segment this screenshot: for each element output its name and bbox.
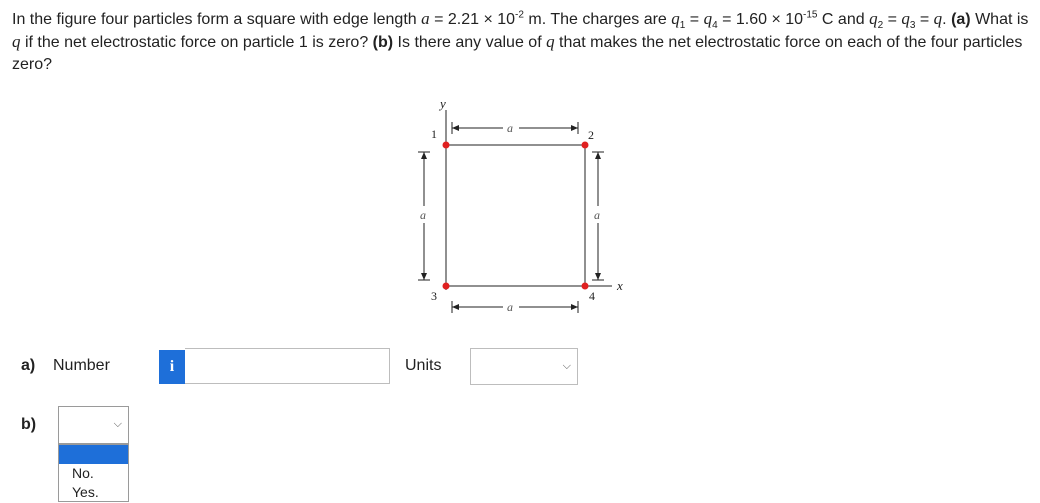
y-axis-label: y [440,96,446,111]
dim-right-label: a [594,208,600,222]
arrowhead [571,304,578,310]
part-b-label: b) [21,416,37,433]
chevron-down-icon: ⌵ [113,417,122,430]
arrowhead [571,125,578,131]
dim-bottom-label: a [507,300,513,314]
chevron-down-icon: ⌵ [562,359,571,372]
option-yes[interactable]: Yes. [72,484,99,500]
answer-b-options [58,444,129,502]
arrowhead [595,152,601,159]
particle-1-label: 1 [431,127,437,141]
square-particles-figure [405,95,645,325]
arrowhead [595,273,601,280]
option-blank[interactable] [59,445,128,464]
dim-top-label: a [507,121,513,135]
info-icon[interactable]: i [159,350,185,384]
particle-4-label: 4 [589,289,595,303]
particle-3 [443,283,450,290]
particle-1 [443,142,450,149]
particle-2 [582,142,589,149]
dim-left-label: a [420,208,426,222]
units-select[interactable] [470,348,578,385]
number-label: Number [53,357,110,374]
particle-2-label: 2 [588,128,594,142]
particle-3-label: 3 [431,289,437,303]
arrowhead [452,304,459,310]
x-axis-label: x [617,278,623,293]
units-label: Units [405,357,442,374]
arrowhead [421,273,427,280]
arrowhead [421,152,427,159]
option-no[interactable]: No. [72,465,94,481]
particle-4 [582,283,589,290]
part-a-label: a) [21,357,36,374]
arrowhead [452,125,459,131]
number-input[interactable] [185,348,390,384]
question-text: In the figure four particles form a square with edge length $a = 2.21 \times 10^{-2}$ m. The charges are $q_1 = q_4 = 1.60 \times 10^{-15}$ C and $q_2 = q_3 = q$. (a) What is q if the net electrostatic force on particle 1 is zero? (b) Is there any value of q that makes the net electrostatic force on each of the four particles zero? [12,9,1029,73]
answer-b-select[interactable] [58,406,129,444]
